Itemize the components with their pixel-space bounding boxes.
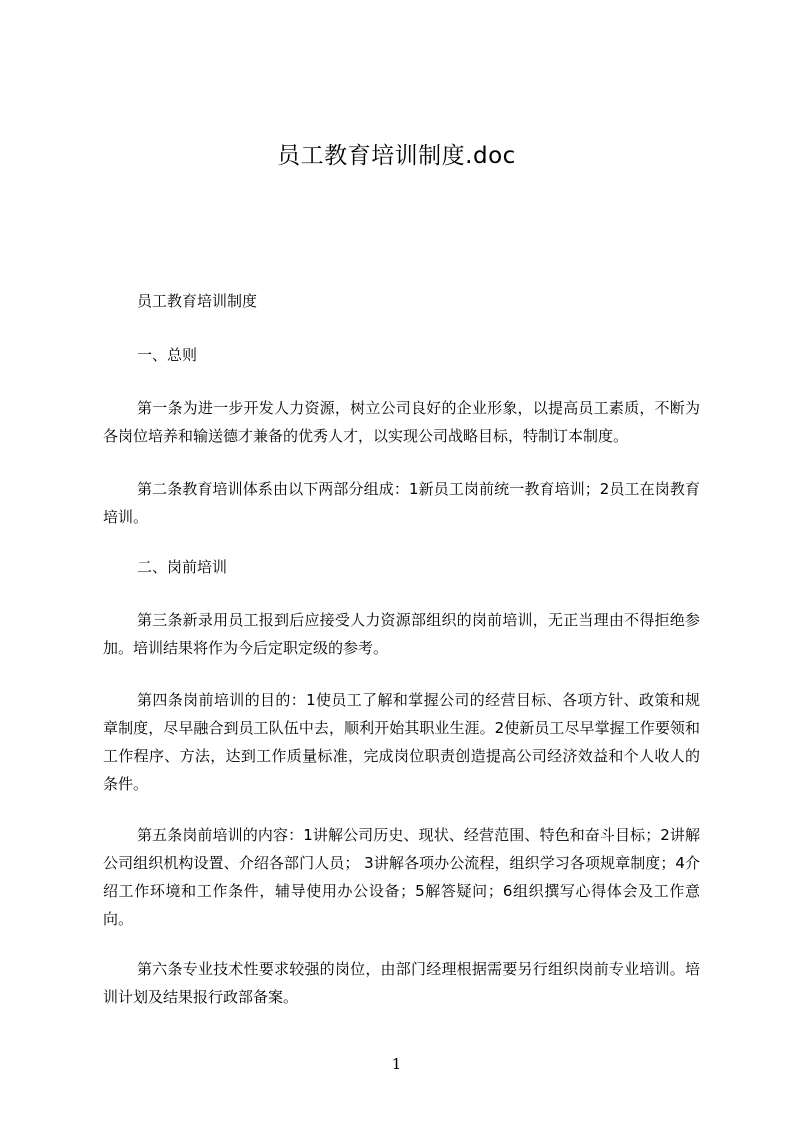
section-heading-pre-job-training: 二、岗前培训 bbox=[137, 558, 228, 576]
paragraph-article-2: 第二条教育培训体系由以下两部分组成：1新员工岗前统一教育培训；2员工在岗教育培训。 bbox=[103, 480, 700, 526]
paragraph-article-3: 第三条新录用员工报到后应接受人力资源部组织的岗前培训，无正当理由不得拒绝参加。培训结果将作为今后定职定级的参考。 bbox=[103, 611, 700, 657]
paragraph-article-4: 第四条岗前培训的目的：1使员工了解和掌握公司的经营目标、各项方针、政策和规章制度，尽早融合到员工队伍中去，顺利开始其职业生涯。2使新员工尽早掌握工作要领和工作程序、方法，达到工作质量标准，完成岗位职责创造提高公司经济效益和个人收人的条件。 bbox=[103, 691, 700, 793]
document-title: 员工教育培训制度.doc bbox=[277, 143, 516, 169]
document-heading: 员工教育培训制度 bbox=[137, 292, 258, 310]
page-number: 1 bbox=[391, 1055, 402, 1073]
paragraph-article-1: 第一条为进一步开发人力资源，树立公司良好的企业形象，以提高员工素质，不断为各岗位培养和输送德才兼备的优秀人才，以实现公司战略目标，特制订本制度。 bbox=[103, 399, 700, 445]
section-heading-general: 一、总则 bbox=[137, 346, 198, 364]
paragraph-article-6: 第六条专业技术性要求较强的岗位，由部门经理根据需要另行组织岗前专业培训。培训计划及结果报行政部备案。 bbox=[103, 960, 700, 1006]
paragraph-article-5: 第五条岗前培训的内容：1讲解公司历史、现状、经营范围、特色和奋斗目标；2讲解公司组织机构设置、介绍各部门人员； 3讲解各项办公流程，组织学习各项规章制度；4介绍工作环境和工作条件，辅导使用办公设备；5解答疑问；6组织撰写心得体会及工作意向。 bbox=[103, 826, 700, 928]
